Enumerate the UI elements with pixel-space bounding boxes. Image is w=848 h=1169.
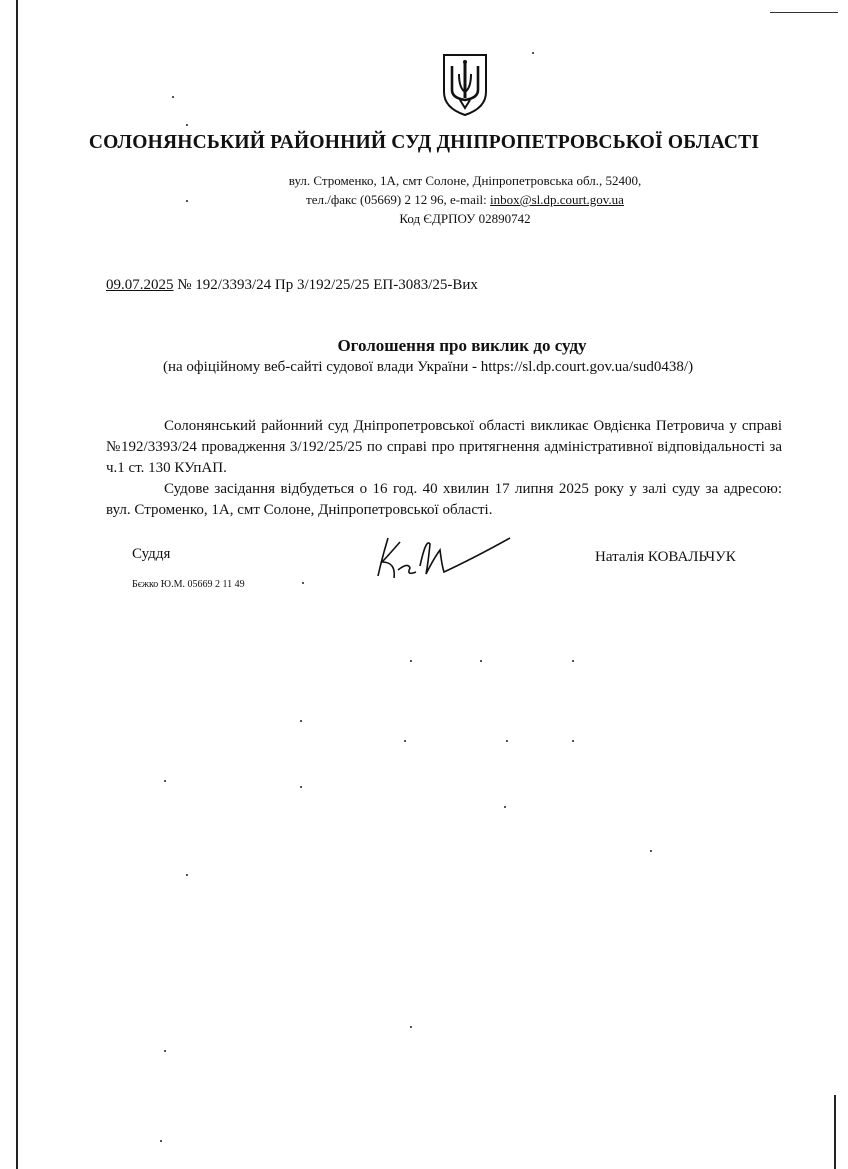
scan-edge-line <box>834 1095 836 1169</box>
court-address <box>0 171 848 228</box>
court-name: СОЛОНЯНСЬКИЙ РАЙОННИЙ СУД ДНІПРОПЕТРОВСЬКОЇ ОБЛАСТІ <box>88 132 760 153</box>
registration-line <box>106 277 478 294</box>
edrpou-code: Код ЄДРПОУ 02890742 <box>399 211 531 226</box>
trident-coat-of-arms-icon <box>440 52 490 118</box>
address-line: вул. Строменко, 1А, смт Солоне, Дніпропетровська обл., 52400, <box>288 173 642 188</box>
scan-edge-line <box>770 12 838 13</box>
registration-reference: № 192/3393/24 Пр 3/192/25/25 ЕП-3083/25-Вих <box>173 277 478 293</box>
document-subtitle: (на офіційному веб-сайті судової влади України - https://sl.dp.court.gov.ua/sud0438/) <box>163 359 694 375</box>
judge-position: Суддя <box>132 546 171 562</box>
contacts-line <box>0 190 848 209</box>
contacts-prefix: тел./факс (05669) 2 12 96, e-mail: <box>306 192 491 207</box>
judge-name: Наталія КОВАЛЬЧУК <box>595 549 736 565</box>
executor-contact: Бєжко Ю.М. 05669 2 11 49 <box>132 579 245 590</box>
document-body <box>106 416 782 521</box>
document-title: Оголошення про виклик до суду <box>337 336 587 355</box>
email-link[interactable]: inbox@sl.dp.court.gov.ua <box>490 192 624 207</box>
body-paragraph-hearing: Судове засідання відбудеться о 16 год. 40 хвилин 17 липня 2025 року у залі суду за адресою: вул. Строменко, 1А, смт Солоне, Дніпропетровської області. <box>106 481 782 518</box>
handwritten-signature <box>370 528 520 590</box>
registration-date: 09.07.2025 <box>106 277 174 293</box>
body-paragraph-summons: Солонянський районний суд Дніпропетровської області викликає Овдієнка Петровича у справі №192/3393/24 провадження 3/192/25/25 по справі про притягнення адміністративної відповідальності за ч.1 ст. 130 КУпАП. <box>106 418 782 476</box>
